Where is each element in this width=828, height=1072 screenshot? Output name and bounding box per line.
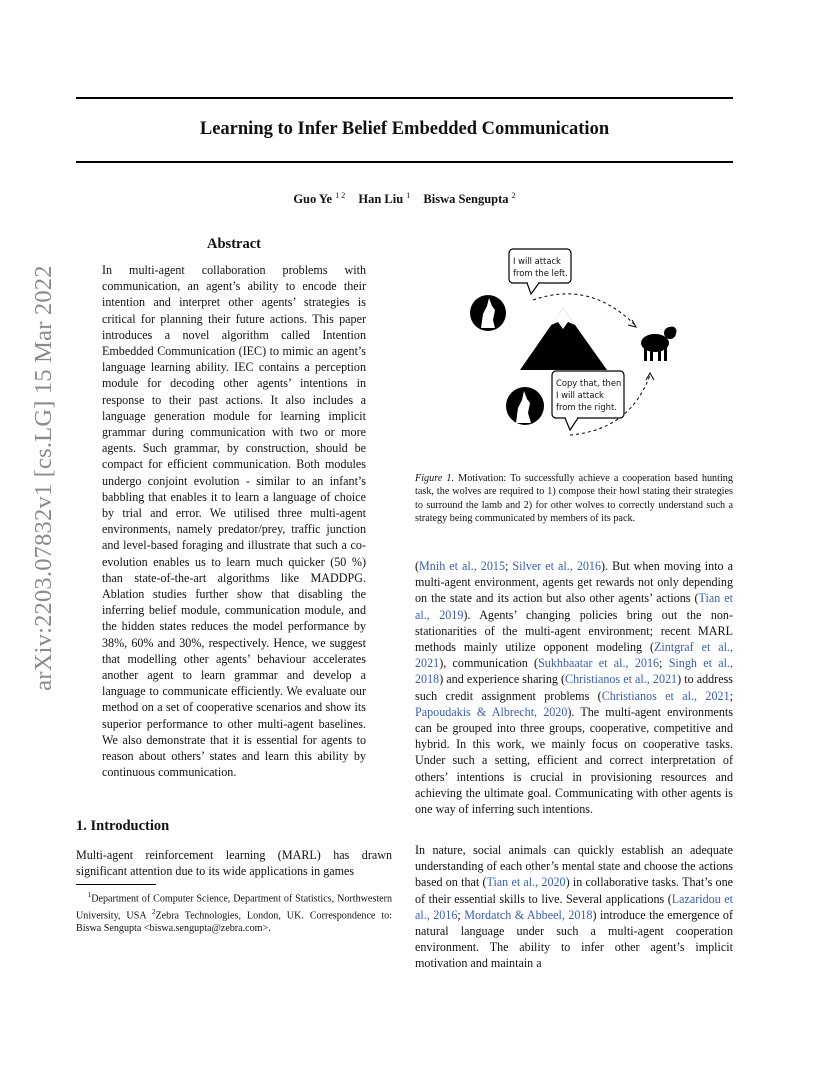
body-text: ) and experience sharing ( (439, 672, 566, 687)
body-text: ; (659, 656, 669, 671)
wolf-bottom-icon (506, 387, 544, 425)
abstract-text: In multi-agent collaboration problems with communication, an agent’s ability to encode their intention and interpret other agents’ strategies is critical for planning their future actions. This paper introduces a novel algorithm called Intention Embedded Communication (IEC) to mimic an agent’s language learning ability. IEC contains a perception module for decoding other agents’ intentions in response to their past actions. It also includes a language generation module for learning implicit grammar during communication with two or more agents. Such grammar, by construction, should be compact for efficient communication. Both modules undergo conjoint evolution - similar to an infant’s babbling that enables it to learn a language of choice by trial and error. We utilised three multi-agent environments, namely predator/prey, traffic junction and level-based foraging and illustrate that such a co-evolution enables us to learn much quicker (50 %) than state-of-the-art algorithms like MADDPG. Ablation studies further show that disabling the inferring belief module, communication module, and the hidden states reduces the model performance by 38%, 60% and 30%, respectively. Hence, we suggest that modelling other agents’ behaviour accelerates another agent to learn grammar and develop a language to communicate efficiently. We evaluate our method on a set of cooperative scenarios and show its superior performance to other multi-agent baselines. We also demonstrate that it is essential for agents to reason about others’ states and learn this ability by continuous communication. (102, 263, 366, 780)
mountain-icon (520, 308, 607, 370)
body-text: ). Agents’ changing policies bring out the non-stationarities of the multi-agent environment; recent MARL methods mainly utilize opponent modeling ( (415, 607, 733, 655)
right-column-paragraph-2 (415, 842, 733, 972)
citation-link[interactable]: Christianos et al., 2021 (565, 672, 678, 687)
arxiv-identifier: arXiv:2203.07832v1 [cs.LG] 15 Mar 2022 (30, 265, 57, 691)
citation-link[interactable]: Mordatch & Abbeel, 2018 (464, 907, 593, 922)
figure-illustration (415, 240, 733, 455)
right-column-paragraph-1: (Mnih et al., 2015; Silver et al., 2016). But when moving into a multi-agent environment, agents get rewards not only depending on the state and its action but also other agents’ actions (Tian et al., 2019). Agents’ changing policies bring out the non-stationarities of the multi-agent environment; recent MARL methods mainly utilize opponent modeling (Zintgraf et al., 2021), communication (Sukhbaatar et al., 2016; Singh et al., 2018) and experience sharing (Christianos et al., 2021) to address such credit assignment problems (Christianos et al., 2021; Papoudakis & Albrecht, 2020). The multi-agent environments can be grouped into three groups, cooperative, competitive and hybrid. In this work, we mainly focus on cooperative tasks. Under such a setting, efficient and correct interpretation of others’ intentions is crucial in provisioning resources and achieving the ultimate goal. Communicating with other agents is one way of inferring such intentions. (415, 559, 734, 817)
body-text: ) to address such credit assignment problems ( (415, 672, 733, 703)
citation-link[interactable]: Papoudakis & Albrecht, 2020 (415, 704, 568, 719)
body-text: ) in collaborative tasks. That’s one of their essential skills to live. Several applications ( (415, 875, 733, 906)
speech-bubble-bottom (552, 371, 624, 430)
title-rule-top (76, 97, 733, 99)
citation-link[interactable]: Mnih et al., 2015 (419, 559, 505, 573)
citation-link[interactable]: Zintgraf et al., 2021 (415, 640, 733, 671)
speech-bubble-top (509, 249, 571, 294)
body-text: ). But when moving into a multi-agent environment, agents get rewards not only depending on the state and its action but also other agents’ actions ( (415, 559, 733, 606)
bubble-bottom-line-1: Copy that, then (556, 378, 622, 388)
body-text: In nature, social animals can quickly establish an adequate understanding of each other’s mental state and choose the actions based on that ( (415, 843, 733, 890)
footnote: $^1$Department of Computer Science, Department of Statistics, Northwestern University, USA $^2$Zebra Technologies, London, UK. Correspondence to: Biswa Sengupta <biswa.sengupta@zebra.com>. (76, 891, 393, 935)
arrowhead-top (628, 320, 636, 327)
body-text: ; (729, 688, 733, 703)
paper-title: Learning to Infer Belief Embedded Communication (199, 119, 610, 139)
bubble-top-line-1: I will attack (513, 256, 561, 266)
citation-link[interactable]: Christianos et al., 2021 (601, 688, 730, 703)
figure-1-svg (415, 240, 733, 455)
dashed-path-top (533, 294, 635, 325)
body-text: ), communication ( (439, 656, 539, 671)
figure-caption (415, 472, 733, 526)
bubble-top-line-2: from the left. (513, 268, 568, 278)
introduction-heading: 1. Introduction (76, 818, 170, 834)
citation-link[interactable]: Sukhbaatar et al., 2016 (538, 656, 660, 671)
footnote-rule (76, 884, 156, 885)
wolf-top-icon (470, 295, 506, 331)
bubble-bottom-line-3: from the right. (556, 402, 617, 412)
citation-link[interactable]: Silver et al., 2016 (512, 559, 602, 573)
author-2: Han Liu $^1$ (358, 191, 411, 207)
body-text: ). The multi-agent environments can be grouped into three groups, cooperative, competitive and hybrid. In this work, we mainly focus on cooperative tasks. Under such a setting, efficient and correct interpretation of others’ intentions is crucial in provisioning resources and achieving the ultimate goal. Communicating with other agents is one way of inferring such intentions. (415, 704, 733, 817)
body-text: ) introduce the emergence of natural language under such a multi-agent cooperation environment. The ability to infer other agent’s implicit motivation and maintain a (415, 907, 733, 971)
introduction-text: Multi-agent reinforcement learning (MARL) has drawn significant attention due to its wide applications in games (76, 848, 392, 879)
arrowhead-bottom (646, 373, 654, 380)
abstract-heading: Abstract (207, 236, 261, 252)
author-list (76, 191, 733, 207)
author-3: Biswa Sengupta $^2$ (423, 191, 516, 207)
figure-label: Figure 1. (415, 473, 455, 484)
citation-link[interactable]: Singh et al., 2018 (415, 656, 734, 687)
bubble-bottom-line-2: I will attack (556, 390, 604, 400)
citation-link[interactable]: Tian et al., 2019 (415, 591, 733, 622)
body-text: ; (457, 907, 465, 922)
title-rule-bottom (76, 161, 733, 163)
body-text: ; (505, 559, 513, 573)
figure-caption-text: Motivation: To successfully achieve a cooperation based hunting task, the wolves are required to 1) compose their howl stating their strategies to surround the lamb and 2) for other wolves to correctly understand such a strategy being communicated by members of its pack. (415, 473, 733, 525)
citation-link[interactable]: Tian et al., 2020 (486, 875, 566, 890)
lamb-icon (641, 327, 676, 361)
author-1: Guo Ye $^{1 2}$ (293, 191, 346, 207)
citation-link[interactable]: Lazaridou et al., 2016 (415, 891, 733, 922)
